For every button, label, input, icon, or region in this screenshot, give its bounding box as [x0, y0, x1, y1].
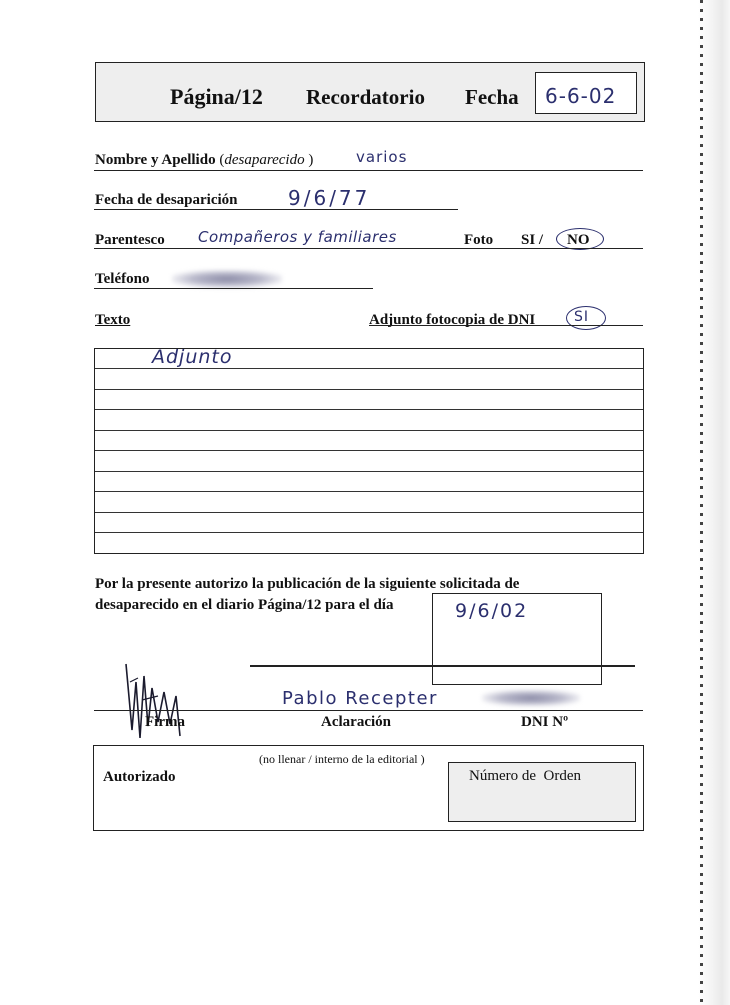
date-label: Fecha: [465, 85, 519, 109]
signature-scribble: [118, 652, 198, 748]
aclaracion-label: Aclaración: [321, 714, 391, 730]
office-note: (no llenar / interno de la editorial ): [259, 752, 425, 766]
photo-si: SI /: [521, 232, 544, 248]
text-area-first-line: Adjunto: [152, 346, 233, 368]
firma-label: Firma: [145, 714, 185, 730]
photo-no-circle: [556, 228, 604, 250]
page-title: Página/12: [170, 84, 263, 109]
name-underline: [94, 170, 643, 171]
disappear-value[interactable]: 9/6/77: [288, 186, 371, 210]
date-value[interactable]: 6-6-02: [545, 84, 617, 108]
phone-redacted: [172, 270, 282, 288]
phone-underline: [94, 288, 373, 289]
signature-underline: [94, 710, 643, 711]
order-number-label: Número de Orden: [469, 768, 582, 784]
authorized-label: Autorizado: [103, 769, 176, 785]
name-field-label: [95, 152, 313, 169]
relation-underline: [94, 248, 643, 249]
dni-redacted: [482, 690, 580, 706]
relation-label: Parentesco: [95, 232, 165, 248]
name-paren-open: (: [219, 152, 225, 168]
name-label: Nombre y Apellido: [95, 152, 216, 168]
authorization-line-2: desaparecido en el diario Página/12 para el día: [95, 597, 394, 613]
dni-copy-circle: [566, 306, 606, 330]
disappear-underline: [94, 209, 458, 210]
dni-copy-value[interactable]: SI: [574, 309, 590, 325]
text-area[interactable]: [94, 348, 644, 554]
scan-edge: [698, 0, 730, 1005]
phone-label: Teléfono: [95, 271, 150, 287]
relation-value[interactable]: Compañeros y familiares: [198, 228, 397, 246]
page-subtitle: Recordatorio: [306, 85, 425, 109]
signature-top-line: [250, 665, 635, 667]
name-paren-close: ): [308, 152, 314, 168]
name-value[interactable]: varios: [356, 148, 408, 166]
authorization-line-1: Por la presente autorizo la publicación de la siguiente solicitada de: [95, 576, 520, 592]
text-label: Texto: [95, 312, 131, 328]
dni-copy-underline: [369, 325, 643, 326]
signature-name-value[interactable]: Pablo Recepter: [282, 688, 438, 709]
publish-date-value[interactable]: 9/6/02: [455, 600, 529, 622]
dni-copy-label: Adjunto fotocopia de DNI: [369, 312, 536, 328]
photo-label: Foto: [464, 232, 494, 248]
dni-label: DNI Nº: [521, 714, 569, 730]
photo-no[interactable]: NO: [567, 232, 590, 248]
name-qualifier: desaparecido: [224, 152, 305, 168]
disappear-label: Fecha de desaparición: [95, 192, 238, 208]
